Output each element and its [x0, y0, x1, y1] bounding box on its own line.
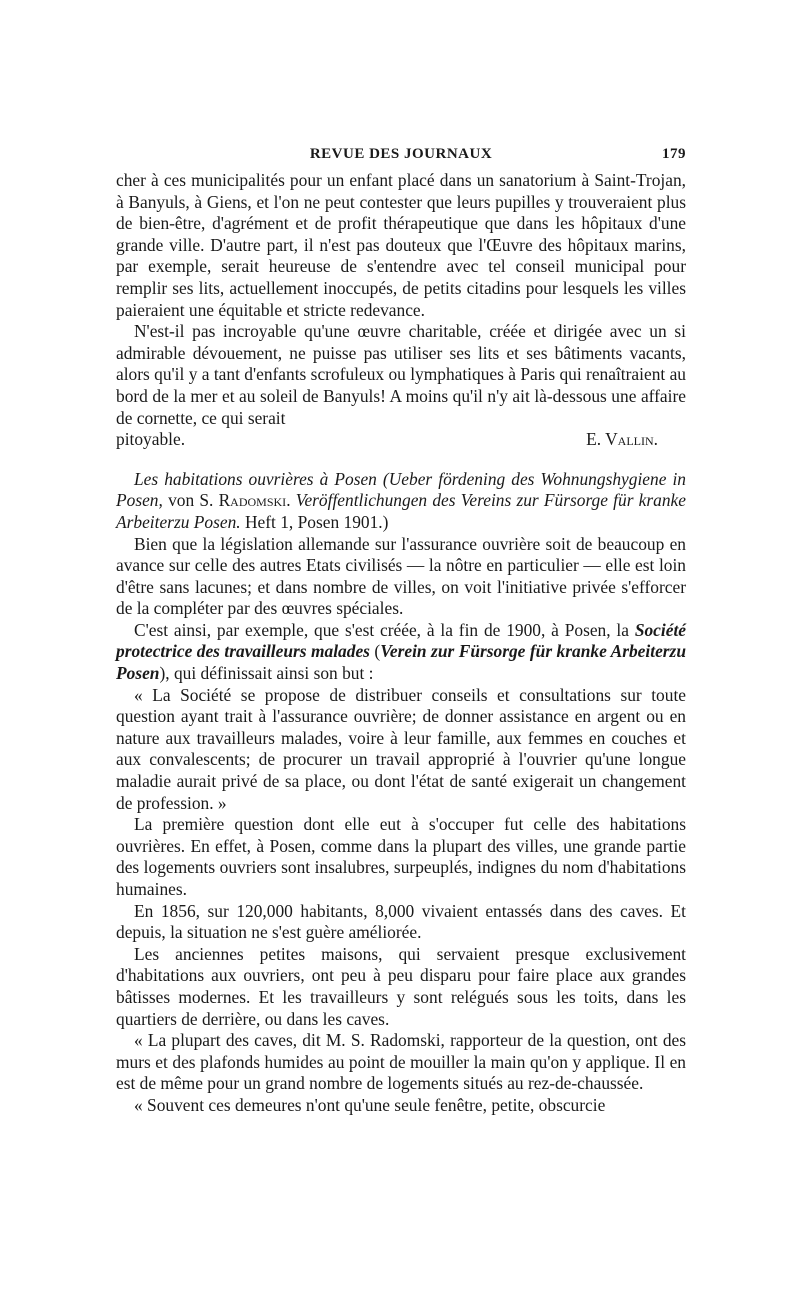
signature-line	[116, 429, 686, 451]
heading-author: Radomski	[218, 490, 287, 511]
page-number: 179	[662, 146, 686, 162]
paragraph: cher à ces municipalités pour un enfant placé dans un sanatorium à Saint-Trojan, à Banyuls, à Giens, et l'on ne peut contester que leurs pupilles y trouveraient plus de bien-être, d'agrément et de profit thérapeutique que dans les hôpitaux d'une grande ville. D'autre part, il n'est pas douteux que l'Œuvre des hôpitaux marins, par exemple, serait heureuse de s'entendre avec tel conseil municipal pour remplir ses lits, actuellement inoccupés, de petits citadins pour lesquels les villes paieraient une équitable et stricte redevance.	[116, 170, 686, 320]
society-name-german: Verein zur Fürsorge für kranke Arbeiterzu Posen	[116, 641, 686, 684]
text-run: ), qui définissait ainsi son but :	[159, 663, 374, 684]
paragraph: En 1856, sur 120,000 habitants, 8,000 vivaient entassés dans des caves. Et depuis, la situation ne s'est guère améliorée.	[116, 900, 686, 943]
paragraph: Les anciennes petites maisons, qui servaient presque exclusivement d'habitations aux ouvriers, ont peu à peu disparu pour faire place aux grandes bâtisses modernes. Et les travailleurs y sont relégués sous les toits, dans les quartiers de derrière, ou dans les caves.	[116, 943, 686, 1029]
text-run: C'est ainsi, par exemple, que s'est créée, à la fin de 1900, à Posen, la	[134, 619, 635, 640]
paragraph: La première question dont elle eut à s'occuper fut celle des habitations ouvrières. En effet, à Posen, comme dans la plupart des villes, une grande partie des logements ouvriers sont insalubres, surpeuplés, indignes du nom d'habitations humaines.	[116, 814, 686, 899]
heading-issue: Heft 1, Posen 1901.)	[240, 511, 389, 532]
running-header	[116, 140, 686, 166]
society-name: Société protectrice des travailleurs malades	[116, 619, 686, 662]
document-page	[116, 140, 686, 1117]
author-signature: E. Vallin.	[586, 429, 658, 450]
heading-source: Veröffentlichungen des Vereins zur Fürsorge für kranke Arbeiterzu Posen.	[116, 490, 686, 532]
quotation: « Souvent ces demeures n'ont qu'une seule fenêtre, petite, obscurcie	[134, 1094, 606, 1115]
heading-by: von S.	[162, 490, 219, 511]
article-heading	[116, 469, 686, 534]
heading-sep: .	[286, 490, 296, 511]
text-run: (	[369, 641, 381, 662]
paragraph: Bien que la législation allemande sur l'assurance ouvrière soit de beaucoup en avance sur celle des autres Etats civilisés — la nôtre en particulier — elle est loin d'être sans lacunes; et dans nombre de villes, on voit l'initiative privée s'efforcer de la compléter par des œuvres spéciales.	[116, 533, 686, 619]
paragraph	[116, 620, 686, 685]
quotation: « La plupart des caves, dit M. S. Radomski, rapporteur de la question, ont des murs et des plafonds humides au point de mouiller la main qu'on y applique. Il en est de même pour un grand nombre de logements situés au rez-de-chaussée.	[116, 1030, 686, 1094]
quotation: « La Société se propose de distribuer conseils et consultations sur toute question ayant trait à l'assurance ouvrière; de donner assistance en argent ou en nature aux travailleurs malades, voire à leur famille, aux femmes en couches et aux convalescents; de procurer un travail approprié à l'ouvrier qu'une longue maladie aurait privé de sa place, ou dont l'état de santé exigerait un changement de profession. »	[116, 684, 686, 813]
running-title: REVUE DES JOURNAUX	[309, 146, 493, 162]
paragraph-end: pitoyable.	[116, 429, 186, 450]
paragraph: N'est-il pas incroyable qu'une œuvre charitable, créée et dirigée avec un si admirable dévouement, ne puisse pas utiliser ses lits et ses bâtiments vacants, alors qu'il y a tant d'enfants scrofuleux ou lymphatiques à Paris qui renaîtraient au bord de la mer et au soleil de Banyuls! A moins qu'il n'y ait là-dessous une affaire de cornette, ce qui serait	[116, 321, 686, 428]
heading-title: Les habitations ouvrières à Posen (Ueber fördening des Wohnungshygiene in Posen,	[116, 468, 686, 511]
